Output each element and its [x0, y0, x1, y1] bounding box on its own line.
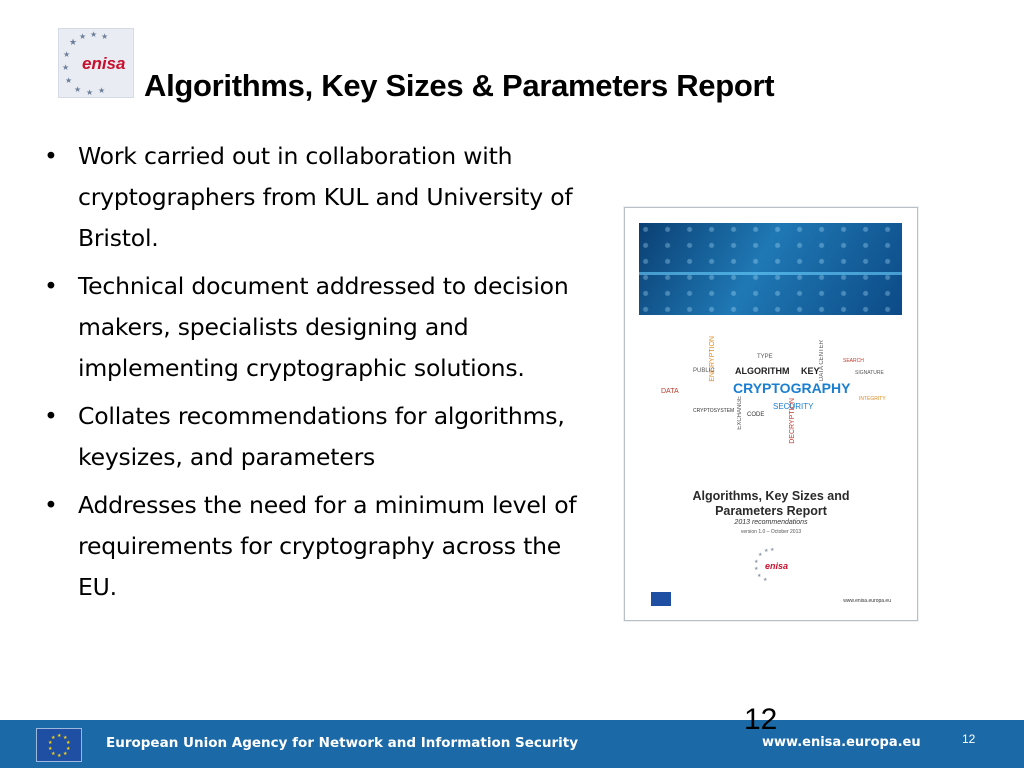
svg-text:★: ★ [48, 740, 53, 746]
cloud-word: ENCRYPTION [709, 336, 716, 382]
svg-text:★: ★ [754, 566, 759, 572]
svg-text:★: ★ [764, 548, 769, 554]
svg-text:★: ★ [86, 88, 94, 97]
cloud-word: SEARCH [843, 358, 864, 364]
cloud-word: PUBLIC [693, 368, 715, 374]
cloud-word: DATA CENTER [819, 340, 825, 382]
bullet-item: • Addresses the need for a minimum level of requirements for cryptography across the EU. [42, 485, 577, 608]
svg-text:★: ★ [63, 751, 68, 757]
eu-flag-icon [651, 592, 671, 606]
cloud-word: EXCHANGE [737, 396, 743, 430]
slide-title: Algorithms, Key Sizes & Parameters Report [144, 68, 775, 103]
cover-banner-line [639, 272, 902, 275]
cover-logo-wordmark: enisa [765, 561, 789, 571]
svg-text:★: ★ [757, 573, 762, 579]
cover-title [625, 489, 917, 519]
cover-enisa-logo [752, 548, 792, 582]
cloud-word: DATA [661, 388, 679, 395]
cover-version: version 1.0 – October 2013 [740, 529, 802, 535]
cloud-word: CRYPTOSYSTEM [693, 408, 735, 414]
svg-text:★: ★ [63, 50, 71, 59]
cover-star-logo-icon [752, 548, 792, 582]
word-cloud [653, 336, 893, 456]
svg-text:★: ★ [57, 753, 62, 759]
bullet-item: • Work carried out in collaboration with cryptographers from KUL and University of Bristol. [42, 136, 577, 259]
svg-text:★: ★ [69, 38, 78, 48]
svg-text:★: ★ [57, 733, 62, 739]
svg-text:★: ★ [770, 548, 775, 553]
svg-text:★: ★ [62, 63, 70, 72]
eu-flag-icon [36, 728, 82, 762]
cover-title-line: Algorithms, Key Sizes and [692, 489, 850, 503]
cloud-word: SECURITY [773, 402, 814, 411]
cloud-word: CODE [747, 412, 765, 418]
svg-text:★: ★ [66, 740, 71, 746]
enisa-star-logo-icon [59, 29, 133, 97]
svg-text:★: ★ [754, 559, 759, 565]
cloud-word: TYPE [757, 354, 773, 360]
footer-bar [0, 720, 1024, 768]
cloud-word: SIGNATURE [855, 370, 884, 376]
cover-banner [639, 223, 902, 315]
cloud-word: KEY [801, 366, 820, 376]
svg-text:★: ★ [758, 552, 763, 558]
svg-text:★: ★ [101, 32, 109, 41]
cover-subtitle: 2013 recommendations [734, 519, 808, 526]
svg-text:★: ★ [763, 577, 768, 582]
report-cover-image [624, 207, 918, 621]
footer-page-number: 12 [962, 732, 976, 746]
svg-text:★: ★ [65, 76, 73, 85]
enisa-logo [58, 28, 134, 98]
svg-text:★: ★ [51, 735, 56, 741]
cover-url: www.enisa.europa.eu [843, 598, 891, 604]
cloud-word-main: CRYPTOGRAPHY [733, 380, 851, 396]
cloud-word: INTEGRITY [859, 396, 886, 402]
logo-wordmark: enisa [82, 54, 126, 73]
svg-text:★: ★ [74, 85, 82, 94]
bullet-item: • Technical document addressed to decision makers, specialists designing and implementing cryptographic solutions. [42, 266, 577, 389]
svg-text:★: ★ [48, 746, 53, 752]
svg-text:★: ★ [98, 86, 106, 95]
svg-text:★: ★ [66, 746, 71, 752]
bullet-item: • Collates recommendations for algorithms, keysizes, and parameters [42, 396, 577, 478]
footer-agency-name: European Union Agency for Network and Information Security [106, 735, 579, 751]
cloud-word: DECRYPTION [789, 398, 796, 444]
svg-text:★: ★ [51, 751, 56, 757]
svg-text:★: ★ [79, 32, 87, 41]
svg-text:★: ★ [90, 30, 98, 39]
cloud-word: ALGORITHM [735, 366, 790, 376]
svg-text:★: ★ [63, 735, 68, 741]
cover-title-line: Parameters Report [715, 504, 827, 518]
bullet-list [42, 136, 577, 615]
footer-website-link[interactable]: www.enisa.europa.eu [762, 735, 921, 750]
slide-number-overlay: 12 [744, 703, 778, 736]
